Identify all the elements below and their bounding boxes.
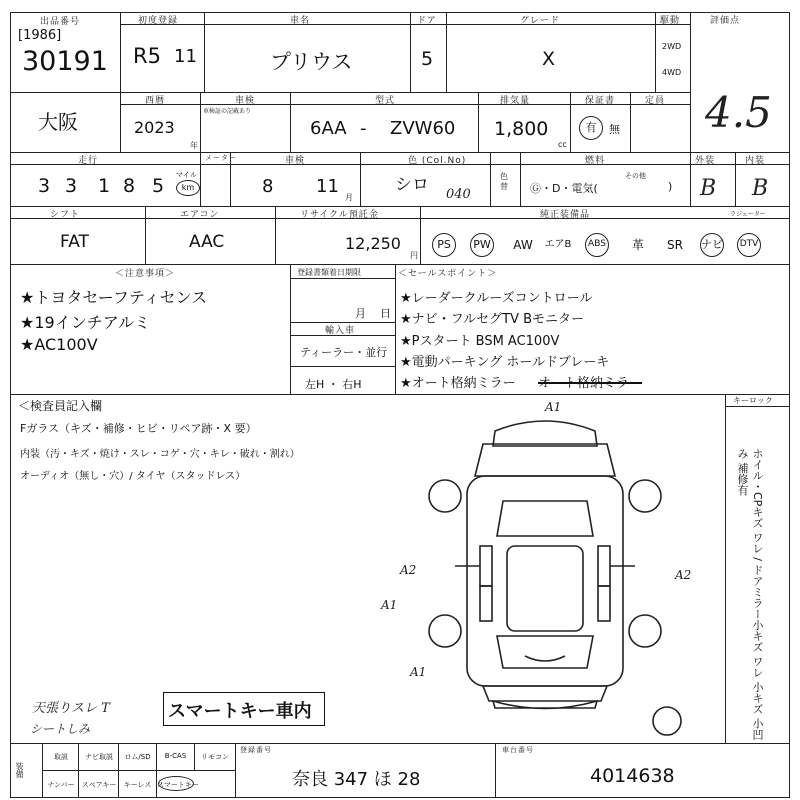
capacity-label: 定員 [645, 96, 666, 106]
handwritten-note: 天張りスレ T [32, 701, 110, 716]
lot-number-label: 出品番号 [40, 17, 81, 27]
rear-right-door [598, 586, 610, 621]
fuel-options: Ⓖ・D・電気( [530, 182, 598, 195]
mileage-unit-km: km [176, 180, 200, 196]
exterior-label: 外装 [695, 156, 716, 166]
shaken-year: 8 [262, 176, 274, 197]
door-count: 5 [421, 48, 434, 70]
equipment-item: ナビ [700, 233, 724, 257]
shaken-month: 11 [316, 176, 339, 197]
registration-deadline-label: 登録書類着日期限 [297, 268, 361, 277]
equipment-item: PS [432, 233, 456, 257]
front-right-door [598, 546, 610, 586]
warranty-yes: 有 [579, 116, 603, 140]
inspection-note: 車検証の記載あり [203, 108, 252, 115]
front-bumper [493, 421, 597, 446]
roof [507, 546, 583, 631]
diagram-mark: A2 [675, 568, 692, 582]
sales-point: ★オート格納ミラー [400, 376, 516, 391]
trunk [483, 686, 607, 701]
recycle-fee-label: リサイクル預託金 [300, 210, 379, 220]
recycle-fee-unit: 円 [410, 251, 418, 260]
shaken-month-unit: 月 [345, 193, 353, 202]
sales-points-label: ＜セールスポイント＞ [398, 269, 498, 279]
front-left-door [480, 546, 492, 586]
keylock-label: キーロック [733, 396, 773, 405]
color-code: 040 [446, 187, 471, 202]
fuel-other: その他 [625, 172, 646, 180]
sales-point: ★電動パーキング ホールドブレーキ [400, 355, 610, 370]
drive-label: 駆動 [660, 16, 681, 26]
footer-label: スマートキー [157, 781, 199, 789]
mileage-digit: 5 [152, 175, 165, 197]
license-plate: 奈良 347 ほ 28 [292, 769, 421, 790]
fuel-close: ) [668, 180, 673, 193]
diagram-mark: A1 [410, 665, 427, 679]
equipment-label: 純正装備品 [540, 210, 591, 220]
rear-left-door [480, 586, 492, 621]
spare-wheel [653, 707, 681, 735]
meter-label: メーター [205, 154, 237, 162]
chassis-label: 車台番号 [502, 746, 534, 754]
fuel-label: 燃料 [585, 156, 606, 166]
model-prefix: 6AA [310, 118, 347, 139]
equipment-item: エアB [544, 239, 572, 250]
warranty-no: 無 [609, 123, 620, 136]
interior-condition: 内装（汚・キズ・焼け・スレ・コゲ・穴・キレ・破れ・割れ） [20, 449, 300, 460]
inspector-title: ＜検査員記入欄 [18, 399, 103, 413]
rear-window [497, 636, 593, 668]
region: 大阪 [38, 110, 78, 134]
equipment-item: AW [513, 238, 533, 252]
footer-label: リモコン [201, 753, 229, 761]
equipment-item: ABS [585, 233, 609, 257]
rear-right-wheel [629, 615, 661, 647]
plate-label: 登録番号 [240, 746, 272, 754]
air-conditioner: AAC [189, 232, 225, 252]
drive-4wd: 4WD [662, 68, 682, 77]
sales-point: ★ナビ・フルセグTV Bモニター [400, 312, 585, 327]
diagram-mark: A2 [400, 563, 417, 577]
equipment-item: DTV [737, 233, 761, 257]
shift: FAT [60, 232, 89, 252]
hood-front [475, 444, 615, 476]
audio-tire-condition: オーディオ（無し・穴）/ タイヤ（スタッドレス） [20, 471, 246, 482]
footer-label: ナンバー [47, 781, 75, 789]
lot-number: 30191 [22, 46, 108, 77]
note-item: ★19インチアルミ [20, 313, 151, 332]
interior-label: 内装 [745, 156, 766, 166]
sales-point: ★レーダークルーズコントロール [400, 291, 593, 306]
year-label: 西暦 [145, 96, 166, 106]
rear-left-wheel [429, 615, 461, 647]
mileage-digit: 3 [38, 175, 51, 197]
recycle-fee: 12,250 [345, 234, 401, 253]
first-registration-month: 11 [174, 46, 197, 67]
mileage-digit: 8 [123, 175, 136, 197]
model-year: 2023 [134, 118, 175, 137]
import-label: 輸入車 [325, 326, 356, 336]
dealer-parallel: ティーラー・並行 [300, 346, 388, 359]
footer-label: スペアキー [81, 781, 117, 789]
sales-point: ★Pスタート BSM AC100V [400, 334, 560, 349]
footer-label: B-CAS [164, 752, 187, 760]
car-name-label: 車名 [290, 16, 311, 26]
windshield [497, 501, 593, 536]
radiator-label: ラジェーター [730, 211, 766, 218]
first-registration-era: R5 [133, 44, 161, 68]
color-label: 色 (Col.No) [408, 156, 467, 166]
diagram-mark: A1 [545, 400, 562, 414]
front-left-wheel [429, 480, 461, 512]
model-type-label: 型式 [375, 96, 396, 106]
first-registration-label: 初度登録 [138, 16, 179, 26]
mileage-unit-mile: マイル [176, 171, 197, 179]
score: 4.5 [705, 88, 772, 137]
footer-label: 取説 [54, 753, 68, 761]
side-damage-note: ホイル・CPキズ ワレ / ドアミラー小キズ ワレ 小キズ 小凹み 補修有 [736, 448, 764, 740]
car-name: プリウス [270, 50, 353, 74]
grade-label: グレード [520, 16, 561, 26]
footer-label: ロム/SD [124, 753, 151, 761]
year-unit: 年 [190, 141, 198, 150]
equipment-item: SR [667, 238, 683, 252]
smart-key-stamp: スマートキー車内 [168, 701, 312, 722]
mileage-digit: 1 [98, 175, 111, 197]
footer-label: キーレス [123, 781, 152, 789]
displacement-label: 排気量 [500, 96, 531, 106]
lot-prefix: [1986] [18, 28, 62, 43]
registration-month: 月 [355, 307, 366, 320]
color-change-label: 色替 [500, 172, 509, 191]
equipment-footer-label: 装備 [15, 762, 24, 778]
interior-grade: B [752, 176, 769, 201]
front-right-wheel [629, 480, 661, 512]
caution-label: ＜注意事項＞ [115, 269, 176, 279]
mileage-label: 走行 [78, 156, 99, 166]
score-label: 評価点 [710, 16, 741, 26]
drive-2wd: 2WD [662, 42, 682, 51]
steering-side: 左H ・ 右H [305, 378, 362, 391]
displacement-unit: cc [558, 140, 567, 149]
note-item: ★トヨタセーフティセンス [20, 288, 208, 307]
shaken-label: 車検 [285, 156, 306, 166]
diagram-mark: A1 [381, 598, 398, 612]
color: シロ [395, 175, 429, 195]
equipment-item: PW [470, 233, 494, 257]
ac-label: エアコン [180, 210, 220, 220]
sales-point-struck: オート格納ミラー [538, 376, 643, 391]
glass-condition: Fガラス（キズ・補修・ヒビ・リペア跡・X 要） [20, 422, 257, 435]
displacement: 1,800 [494, 118, 549, 140]
model-code: ZVW60 [390, 118, 456, 139]
handwritten-note: シートしみ [30, 722, 91, 736]
registration-day: 日 [380, 307, 391, 320]
mileage-digit: 3 [65, 175, 78, 197]
inspection-label: 車検 [235, 96, 256, 106]
equipment-item: 革 [631, 238, 644, 252]
warranty-label: 保証書 [585, 96, 616, 106]
door-label: ドア [417, 16, 437, 26]
car-damage-diagram [375, 396, 720, 741]
rear-bumper [493, 701, 597, 709]
footer-label: ナビ取説 [85, 753, 113, 761]
note-item: ★AC100V [20, 335, 98, 354]
chassis-number: 4014638 [590, 765, 675, 787]
model-dash: - [360, 118, 367, 139]
exterior-grade: B [700, 176, 717, 201]
car-body-outline [467, 476, 623, 686]
grade: X [542, 48, 556, 70]
shift-label: シフト [50, 210, 81, 220]
